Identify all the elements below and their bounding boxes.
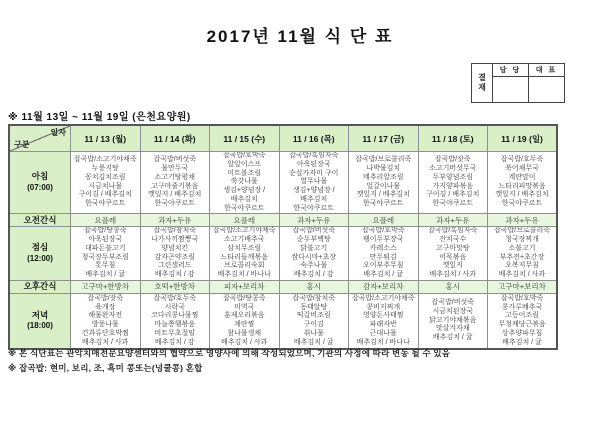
menu-item: 삼치무조림 xyxy=(227,244,262,252)
menu-item: 대파돈불고기 xyxy=(84,244,126,252)
menu-item: 배추김치 / 사과 xyxy=(82,338,129,346)
morning-snack-cell-1: 요플레 xyxy=(71,214,141,227)
corner-date-label: 일자 xyxy=(50,128,66,137)
menu-item: 배추김치 / 사과 xyxy=(221,338,268,346)
menu-item: 잡곡밥/땅콩죽 xyxy=(83,227,127,235)
menu-item: 배추김치 / 귤 xyxy=(363,271,404,278)
approval-label: 결재 xyxy=(472,64,493,103)
lunch-cell-5 xyxy=(349,227,419,281)
row-label-text: 오전간식 xyxy=(23,214,57,225)
menu-item: 깻잎지 / 배추김치 xyxy=(495,191,549,199)
menu-item: 고구마줄기볶음 xyxy=(151,182,199,190)
breakfast-cell-1 xyxy=(71,152,141,214)
menu-item: 훈제오리볶음 xyxy=(223,312,265,320)
row-label-dinner xyxy=(9,293,71,349)
menu-item: 순두부백탕 xyxy=(296,236,331,243)
menu-item: 한국야쿠르트 xyxy=(84,200,126,208)
menu-item: 배추김치 / 귤 xyxy=(85,271,126,278)
menu-item: 브로콜리숙회 xyxy=(223,262,265,270)
date-col-header-6: 11 / 18 (토) xyxy=(418,125,488,152)
menu-item: 아욱된장국 xyxy=(296,160,331,168)
menu-item: 잡곡밥/참치죽 xyxy=(292,294,336,302)
menu-item: 깻잎지 / 배추김치 xyxy=(356,191,410,199)
menu-item: 구이김 / 배추김치 xyxy=(78,191,132,199)
row-label-breakfast xyxy=(9,152,71,214)
date-header-row xyxy=(9,125,557,152)
menu-item: 배추김치 / 바나나 xyxy=(356,338,410,346)
menu-item: 계란말이 xyxy=(508,173,536,181)
menu-item: 소고기탕평채 xyxy=(154,173,196,181)
morning-snack-cell-4: 과자+두유 xyxy=(279,214,349,227)
menu-item: 잡곡밥/참치죽 xyxy=(153,227,197,235)
menu-item: 잡곡밥/소고기야채죽 xyxy=(351,294,415,302)
row-label-morning-snack xyxy=(9,214,71,227)
morning-snack-cell-5: 요플레 xyxy=(349,214,419,227)
date-col-header-7: 11 / 19 (일) xyxy=(488,125,558,152)
lunch-cell-4 xyxy=(279,227,349,281)
menu-item: 코다리콩나물찜 xyxy=(151,312,199,320)
menu-item: 잡곡밥/호박죽 xyxy=(222,152,266,159)
row-dinner xyxy=(9,293,557,349)
menu-item: 방풍나물 xyxy=(91,321,119,328)
menu-item: 고구마맛탕 xyxy=(435,244,470,252)
breakfast-cell-5 xyxy=(349,152,419,214)
row-label-text: 오후간식 xyxy=(23,281,57,292)
menu-item: 부추전+초간장 xyxy=(499,253,545,261)
menu-item: 물만두국 xyxy=(161,165,189,173)
menu-item: 한국야쿠르트 xyxy=(223,204,265,212)
menu-item: 오이부추무침 xyxy=(362,262,404,270)
menu-item: 숙주나물 xyxy=(300,262,328,270)
row-lunch xyxy=(9,227,557,281)
afternoon-snack-cell-2: 호떡+한방차 xyxy=(140,280,210,293)
menu-item: 잡곡밥/소고기야채죽 xyxy=(212,227,276,235)
menu-item: 잡곡밥/호박죽 xyxy=(500,294,544,302)
menu-item: 나박물김치 xyxy=(366,165,401,173)
menu-item: 소고기배추국 xyxy=(223,236,265,243)
dinner-cell-1 xyxy=(71,293,141,349)
menu-item: 메추리알조림 xyxy=(362,173,404,181)
menu-item: 맛살겨자채 xyxy=(435,325,470,333)
menu-item: 가지양파볶음 xyxy=(432,182,474,190)
menu-item: 톳무침 xyxy=(95,262,116,270)
menu-item: 비트무초절임 xyxy=(154,329,196,337)
afternoon-snack-cell-5: 감자+보리차 xyxy=(349,280,419,293)
menu-item: 잡곡밥/버섯죽 xyxy=(431,299,475,307)
approval-table xyxy=(471,63,565,103)
corner-category-label: 구분 xyxy=(14,140,30,149)
menu-item: 생김+양념장 / xyxy=(292,187,335,194)
menu-item: 건과류단호박찜 xyxy=(81,329,129,337)
menu-item: 파래자반 xyxy=(369,321,397,328)
menu-item: 콩비지찌개 xyxy=(366,303,401,311)
menu-item: 구이김 xyxy=(303,321,324,328)
menu-item: 참나물생채 xyxy=(227,329,262,337)
menu-item: 오복지무침 xyxy=(505,262,539,270)
menu-item: 배추김치 / 귤 xyxy=(502,338,542,346)
lunch-cell-1 xyxy=(71,227,141,281)
menu-item: 청국장찌개 xyxy=(505,236,539,243)
row-morning-snack xyxy=(9,214,557,227)
menu-item: 어묵볶음 xyxy=(439,253,467,261)
menu-item: 시락국 xyxy=(164,303,185,311)
menu-item: 미역국 xyxy=(234,303,255,311)
menu-item: 잡곡밥/땅콩죽 xyxy=(222,294,266,302)
date-col-header-2: 11 / 14 (화) xyxy=(140,125,210,152)
lunch-cell-7 xyxy=(488,227,558,281)
menu-item: 떡갈비조림 xyxy=(296,312,331,320)
date-col-header-4: 11 / 16 (목) xyxy=(279,125,349,152)
dinner-cell-3 xyxy=(210,293,280,349)
menu-item: 배추김치 / 사과 xyxy=(498,271,546,278)
menu-item: 그린샐러드 xyxy=(157,262,192,270)
week-range-label: ※ 11월 13일 ~ 11월 19일 (은천요양원) xyxy=(8,112,191,123)
menu-item: 감자곤약조림 xyxy=(154,253,196,261)
menu-item: 한국야쿠르트 xyxy=(154,200,196,208)
menu-item: 한국야쿠르트 xyxy=(293,204,335,212)
menu-item: 쑥갓나물 xyxy=(230,178,258,186)
menu-item: 잡곡밥/버섯죽 xyxy=(153,156,197,164)
menu-item: 깻잎지 / 배추김치 xyxy=(148,191,202,199)
afternoon-snack-cell-3: 피자+보리차 xyxy=(210,280,280,293)
menu-item: 배추김치 / 감 xyxy=(154,338,195,346)
menu-item: 잡곡밥/흑임자죽 xyxy=(289,152,339,159)
morning-snack-cell-7: 과자+두유 xyxy=(488,214,558,227)
dinner-cell-7 xyxy=(488,293,558,349)
menu-item: 생김+양념장 / xyxy=(223,187,266,194)
menu-item: 배추김치 / 사과 xyxy=(429,271,476,278)
row-time-text: (12:00) xyxy=(27,253,53,263)
row-label-text: 저녁 xyxy=(31,309,49,320)
menu-item: 잡곡밥/호두죽 xyxy=(500,156,544,164)
menu-item: 배추김치 / 감 xyxy=(154,271,195,278)
menu-item: 두부양념조림 xyxy=(432,173,474,181)
approval-signature-cell xyxy=(529,77,565,103)
lunch-cell-3 xyxy=(210,227,280,281)
lunch-cell-2 xyxy=(140,227,210,281)
approval-col-damdang: 담 당 xyxy=(493,64,529,77)
menu-item: 꽁치김치조림 xyxy=(84,173,126,181)
breakfast-cell-4 xyxy=(279,152,349,214)
morning-snack-cell-2: 과자+두유 xyxy=(140,214,210,227)
menu-item: 동태알탕 xyxy=(300,303,328,311)
menu-item: 시금치나물 xyxy=(88,182,123,190)
menu-item: 쌈다시마+초장 xyxy=(291,253,337,261)
menu-item: 팽이두부장국 xyxy=(362,236,404,243)
menu-item: 잔치국수 xyxy=(439,236,467,243)
menu-item: 깻잎지 xyxy=(442,262,463,270)
date-col-header-1: 11 / 13 (월) xyxy=(71,125,141,152)
menu-item: 잡곡밥/잣죽 xyxy=(434,156,471,164)
menu-item: 잡곡밥/브로콜리죽 xyxy=(493,227,551,235)
menu-item: 배추김치 / 귤 xyxy=(432,334,473,342)
approval-signature-cell xyxy=(493,77,529,103)
menu-item: 미트볼조림 xyxy=(227,169,262,177)
dinner-cell-6 xyxy=(418,293,488,349)
menu-item: 소고기버섯무국 xyxy=(429,165,477,173)
corner-cell xyxy=(9,125,71,152)
afternoon-snack-cell-1: 고구마+한방차 xyxy=(71,280,141,293)
menu-item: 배추김치 / 감 xyxy=(293,271,334,278)
menu-item: 잡곡밥/호두죽 xyxy=(153,294,197,302)
menu-item: 배추김치 xyxy=(300,195,328,203)
menu-item: 계란찜 xyxy=(234,321,255,328)
menu-item: 잡곡밥/소고기야채죽 xyxy=(73,156,137,164)
menu-item: 구이김 / 배추김치 xyxy=(426,191,480,199)
menu-item: 북어채무국 xyxy=(505,165,539,173)
menu-item: 한국야쿠르트 xyxy=(362,200,404,208)
menu-item: 나가사끼짬뽕국 xyxy=(151,236,199,243)
row-time-text: (07:00) xyxy=(27,182,53,192)
footnotes xyxy=(8,347,592,377)
date-col-header-3: 11 / 15 (수) xyxy=(210,125,280,152)
menu-item: 근대나물 xyxy=(369,329,397,337)
breakfast-cell-7 xyxy=(488,152,558,214)
row-label-text: 아침 xyxy=(31,171,49,182)
menu-item: 해물완자전 xyxy=(88,312,123,320)
afternoon-snack-cell-6: 홍시 xyxy=(418,280,488,293)
menu-item: 고등어조림 xyxy=(505,312,539,320)
dinner-cell-2 xyxy=(140,293,210,349)
menu-item: 아욱된장국 xyxy=(88,236,123,243)
afternoon-snack-cell-4: 홍시 xyxy=(279,280,349,293)
menu-item: 닭불고기 xyxy=(300,244,328,252)
row-label-afternoon-snack xyxy=(9,280,71,293)
dinner-cell-4 xyxy=(279,293,349,349)
afternoon-snack-cell-7: 고구마+보리차 xyxy=(488,280,558,293)
menu-item: 영양돈사태찜 xyxy=(362,312,404,320)
menu-item: 만두튀김 xyxy=(369,253,397,261)
dinner-cell-5 xyxy=(349,293,419,349)
menu-item: 한국야쿠르트 xyxy=(501,200,543,208)
approval-col-daepyo: 대 표 xyxy=(529,64,565,77)
menu-item: 알알이스프 xyxy=(227,160,262,168)
breakfast-cell-3 xyxy=(210,152,280,214)
menu-item: 배추김치 / 바나나 xyxy=(217,271,271,278)
menu-item: 잡곡밥/호박죽 xyxy=(361,227,405,235)
menu-item: 닭고기야채볶음 xyxy=(429,316,477,324)
breakfast-cell-2 xyxy=(140,152,210,214)
footnote-source: ※ 본 식단표는 관악치매전문요양센터와의 협약으로 영양사에 의해 작성되었으며, 기관의 사정에 따라 변동 될 수 있음 xyxy=(8,348,451,358)
menu-item: 느타리피망볶음 xyxy=(498,182,546,190)
menu-item: 배추김치 xyxy=(230,195,258,203)
menu-item: 한국야쿠르트 xyxy=(432,200,474,208)
date-col-header-5: 11 / 17 (금) xyxy=(349,125,419,152)
menu-item: 취나물 xyxy=(303,329,324,337)
row-label-lunch xyxy=(9,227,71,281)
page-title: 2017년 11월 식 단 표 xyxy=(206,27,394,46)
menu-table xyxy=(8,124,558,350)
morning-snack-cell-3: 요플레 xyxy=(210,214,280,227)
menu-item: 누룽지탕 xyxy=(91,165,119,173)
row-afternoon-snack xyxy=(9,280,557,293)
menu-item: 열무나물 xyxy=(300,178,328,186)
menu-item: 시금치된장국 xyxy=(432,307,474,315)
menu-item: 카레소스 xyxy=(369,244,397,252)
menu-item: 잡곡밥/잣죽 xyxy=(87,294,124,302)
menu-item: 잡곡밥/버섯죽 xyxy=(292,227,336,235)
menu-item: 소불고기 xyxy=(508,244,536,252)
menu-item: 순살가자미 구이 xyxy=(289,169,339,177)
menu-item: 양념치킨 xyxy=(161,244,189,252)
menu-item: 콩가루배추국 xyxy=(501,303,543,311)
menu-item: 잡곡밥/흑임자죽 xyxy=(428,227,478,235)
menu-item: 상추양파무침 xyxy=(501,329,543,337)
row-label-text: 점심 xyxy=(31,242,49,253)
menu-item: 얼갈이나물 xyxy=(366,182,401,190)
lunch-cell-6 xyxy=(418,227,488,281)
menu-item: 느타리들깨볶음 xyxy=(220,253,268,261)
menu-item: 잡곡밥/브로콜리죽 xyxy=(355,156,412,164)
row-breakfast xyxy=(9,152,557,214)
menu-item: 무청채당근볶음 xyxy=(498,321,546,328)
menu-item: 배추김치 / 귤 xyxy=(293,338,334,346)
menu-item: 육개장 xyxy=(95,303,116,311)
breakfast-cell-6 xyxy=(418,152,488,214)
morning-snack-cell-6: 과자+두유 xyxy=(418,214,488,227)
row-time-text: (18:00) xyxy=(27,321,53,331)
footnote-grain: ※ 잡곡밥: 현미, 보리, 조, 흑미 콩또는(넝쿨콩) 혼합 xyxy=(8,363,203,373)
menu-item: 청국장두부조림 xyxy=(81,253,129,261)
menu-item: 마늘쫑햄볶음 xyxy=(154,321,196,328)
